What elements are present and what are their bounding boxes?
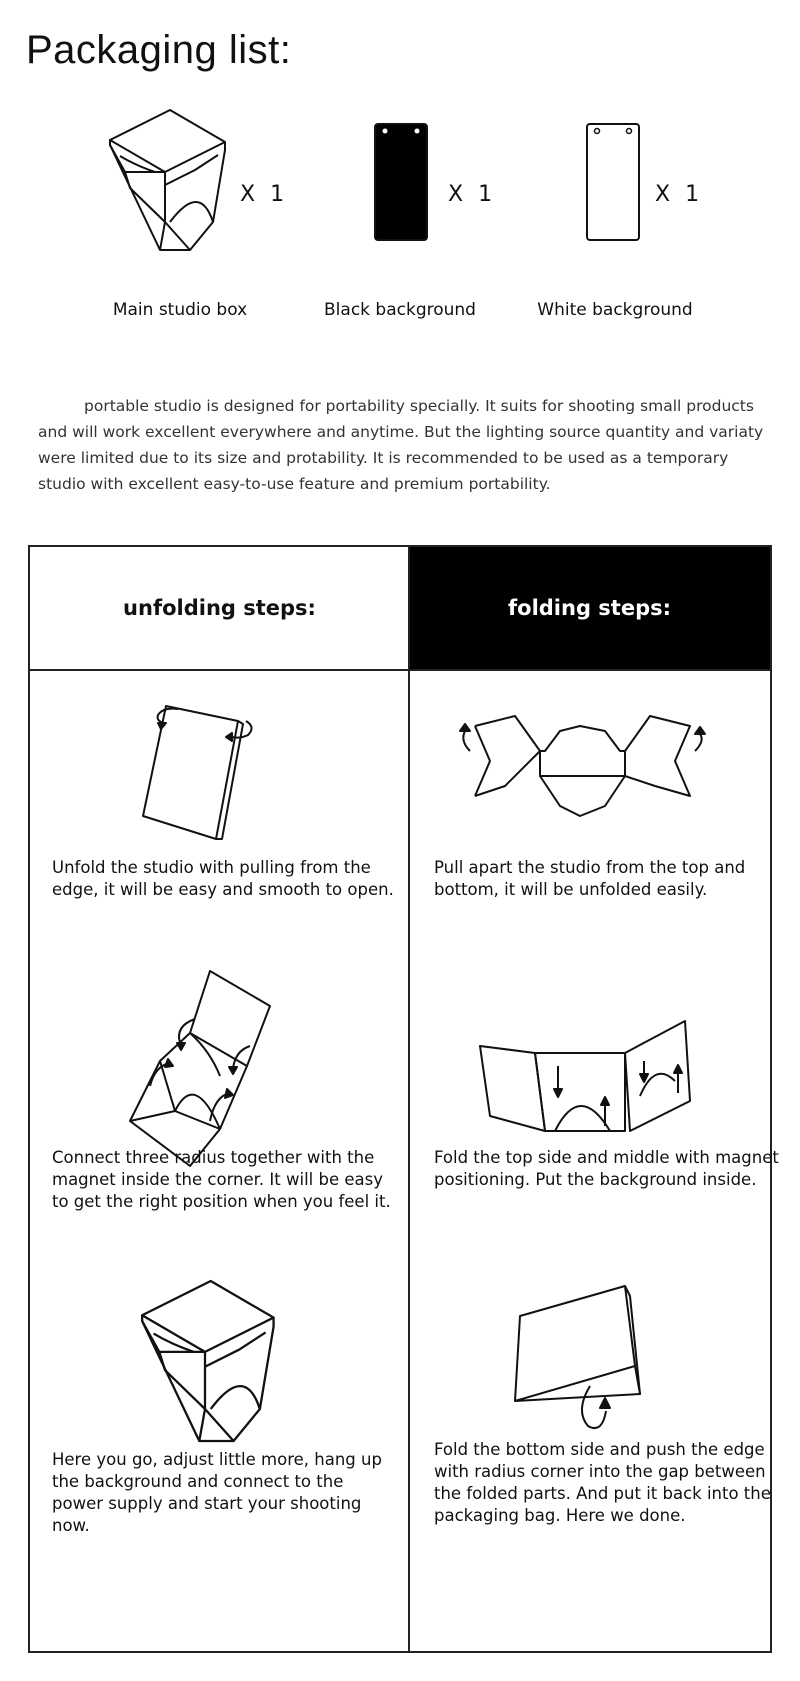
item-qty: X 1 <box>448 182 497 207</box>
step-text: Unfold the studio with pulling from the edge, it will be easy and smooth to open. <box>52 858 394 899</box>
packaging-item-white-background <box>495 110 735 330</box>
unfolding-header: unfolding steps: <box>30 547 409 669</box>
product-description <box>38 393 768 497</box>
step-text: Pull apart the studio from the top and bottom, it will be unfolded easily. <box>434 858 746 899</box>
white-panel-icon <box>585 122 645 246</box>
assemble-corners-icon <box>115 971 285 1171</box>
description-text: portable studio is designed for portability specially. It suits for shooting small products and will work excellent everywhere and anytime. But the lighting source quantity and variaty were limited due to its size and protability. It is recommended to be used as a temporary studio with excellent easy-to-use feature and premium portability. <box>38 397 764 493</box>
unfolding-step-2 <box>30 961 408 1261</box>
fold-middle-icon <box>480 1021 700 1141</box>
folding-step-2 <box>410 961 779 1261</box>
folding-step-1 <box>410 671 770 961</box>
item-qty: X 1 <box>655 182 704 207</box>
studio-box-icon <box>100 110 230 250</box>
item-caption: Black background <box>324 300 476 320</box>
steps-table <box>28 545 779 1653</box>
folded-panel-icon <box>138 701 258 841</box>
step-text: Fold the bottom side and push the edge with radius corner into the gap between the folded parts. And put it back into the packaging bag. Here we done. <box>434 1440 771 1525</box>
folding-step-3 <box>410 1261 770 1651</box>
step-text: Fold the top side and middle with magnet positioning. Put the background inside. <box>434 1148 779 1189</box>
item-caption: Main studio box <box>112 300 248 320</box>
packaging-item-black-background <box>280 110 520 330</box>
folding-header: folding steps: <box>409 547 770 669</box>
studio-box-icon <box>130 1281 280 1441</box>
fold-bottom-icon <box>510 1286 650 1436</box>
packaging-item-studio-box <box>60 110 300 330</box>
item-caption: White background <box>537 300 693 320</box>
unfolding-step-3 <box>30 1261 408 1651</box>
step-text: Here you go, adjust little more, hang up the background and connect to the power supply and start your shooting now. <box>52 1450 382 1535</box>
black-panel-icon <box>373 122 433 246</box>
pull-apart-icon <box>450 706 710 826</box>
step-text: Connect three radius together with the magnet inside the corner. It will be easy to get the right position when you feel it. <box>52 1148 391 1211</box>
unfolding-step-1 <box>30 671 408 961</box>
item-qty: X 1 <box>240 182 289 207</box>
page-title: Packaging list: <box>26 28 292 72</box>
